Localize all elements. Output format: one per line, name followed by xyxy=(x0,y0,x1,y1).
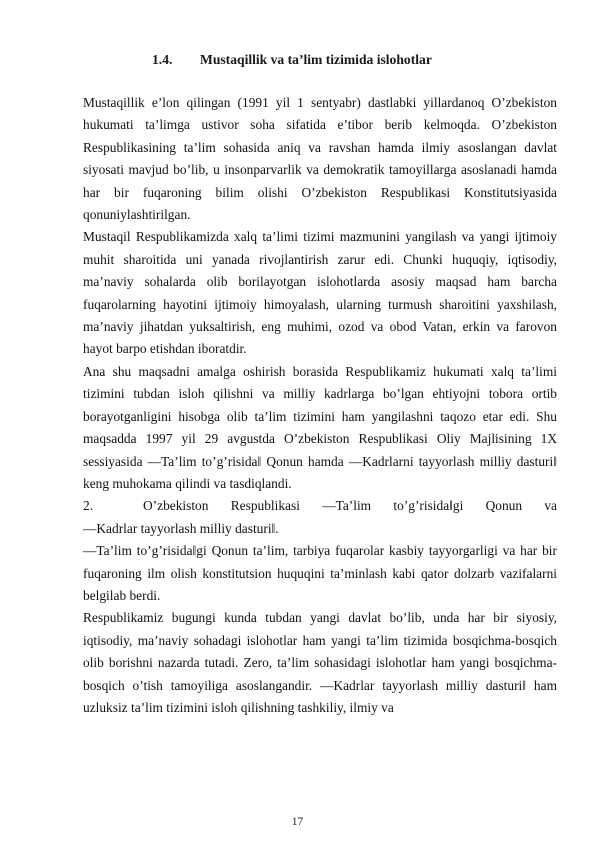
paragraph: ―Ta’lim to’g’risida‖gi Qonun ta’lim, tarbiya fuqarolar kasbiy tayyorgarligi va har bir fuqaroning ilm olish konstitutsion huquqini ta’minlash kabi qator dolzarb vazifalarni belgilab berdi. xyxy=(83,543,557,603)
list-item-number: 2. xyxy=(83,498,94,514)
list-item-continuation: ―Kadrlar tayyorlash milliy dasturi‖. xyxy=(83,520,279,536)
section-heading xyxy=(152,52,432,68)
section-title: Mustaqillik va ta’lim tizimida islohotlar xyxy=(200,52,432,67)
list-item-text: O’zbekiston Respublikasi ―Ta’lim to’g’risida‖gi Qonun va xyxy=(143,498,557,514)
paragraph: Respublikamiz bugungi kunda tubdan yangi davlat bo’lib, unda har bir siyosiy, iqtisodiy, ma’naviy sohadagi islohotlar ham yangi ta’lim tizimida bosqichma-bosqich olib borishni nazarda tutadi. Zero, ta’lim sohasidagi islohotlar ham yangi bosqichma-bosqich o’tish tamoyiliga asoslangandir. ―Kadrlar tayyorlash milliy dasturi‖ ham uzluksiz ta’lim tizimini isloh qilishning tashkiliy, ilmiy va xyxy=(83,610,557,715)
list-item xyxy=(83,495,557,517)
page-number: 17 xyxy=(291,816,304,828)
paragraph: Mustaqillik e’lon qilingan (1991 yil 1 sentyabr) dastlabki yillardanoq O’zbekiston hukumati ta’limga ustivor soha sifatida e’tibor berib kelmoqda. O’zbekiston Respublikasining ta’lim sohasida aniq va ravshan hamda ilmiy asoslangan davlat siyosati mavjud bo’lib, u insonparvarlik va demokratik tamoyillarga asoslanadi hamda har bir fuqaroning bilim olishi O’zbekiston Respublikasi Konstitutsiyasida qonuniylashtirilgan. xyxy=(83,95,557,223)
section-number: 1.4. xyxy=(152,52,173,67)
paragraph: Mustaqil Respublikamizda xalq ta’limi tizimi mazmunini yangilash va yangi ijtimoiy muhit sharoitida uni yanada rivojlantirish zarur edi. Chunki huquqiy, iqtisodiy, ma’naviy sohalarda olib borilayotgan islohotlarda asosiy maqsad ham barcha fuqarolarning hayotini ijtimoiy himoyalash, ularning turmush sharoitini yaxshilash, ma’naviy jihatdan yuksaltirish, eng muhimi, ozod va obod Vatan, erkin va farovon hayot barpo etishdan iboratdir. xyxy=(83,229,557,357)
paragraph: Ana shu maqsadni amalga oshirish borasida Respublikamiz hukumati xalq ta’limi tizimini tubdan isloh qilishni va milliy kadrlarga bo’lgan ehtiyojni tobora ortib borayotganligini hisobga olib ta’lim tizimini ham yangilashni taqozo etar edi. Shu maqsadda 1997 yil 29 avgustda O’zbekiston Respublikasi Oliy Majlisining 1X sessiyasida ―Ta’lim to’g’risida‖ Qonun hamda ―Kadrlarni tayyorlash milliy dasturi‖ keng muhokama qilindi va tasdiqlandi. xyxy=(83,363,557,491)
body-text xyxy=(83,92,557,719)
